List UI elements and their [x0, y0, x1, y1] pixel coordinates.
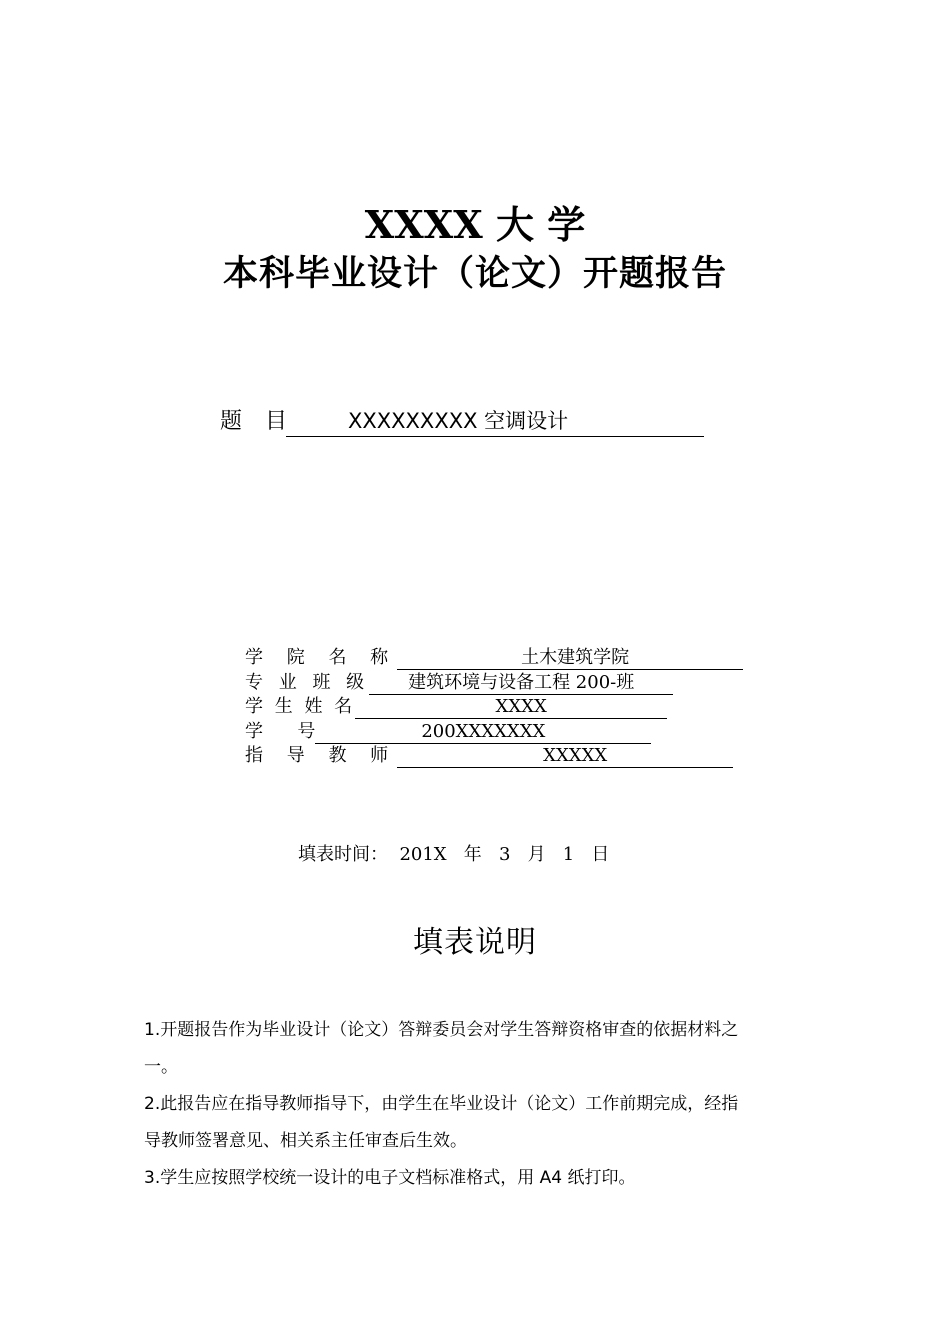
info-row-class: [245, 671, 743, 696]
fill-time-row: [298, 842, 609, 868]
student-info-block: [245, 646, 743, 769]
fill-time-label: 填表时间：: [298, 844, 388, 865]
class-value: 建筑环境与设备工程 200-班: [369, 672, 673, 695]
topic-value: XXXXXXXXX 空调设计: [286, 406, 704, 437]
topic-row: [220, 406, 704, 438]
university-title: XXXX 大 学: [364, 202, 586, 247]
instructions-body: [144, 1012, 824, 1197]
name-value: XXXX: [355, 696, 667, 719]
instruction-2-line-2: 导教师签署意见、相关系主任审查后生效。: [144, 1131, 467, 1151]
info-row-college: [245, 646, 743, 671]
info-row-name: [245, 695, 743, 720]
college-label: 学 院 名 称: [245, 647, 398, 668]
fill-time-month: 3: [498, 844, 511, 865]
instruction-3: 3.学生应按照学校统一设计的电子文档标准格式，用 A4 纸打印。: [144, 1168, 636, 1188]
instruction-1-line-2: 一。: [144, 1057, 178, 1077]
id-label: 学 号: [245, 720, 316, 742]
advisor-value: XXXXX: [397, 745, 733, 768]
topic-label: 题 目: [220, 409, 295, 434]
class-label: 专 业 班 级: [245, 671, 370, 693]
fill-time-day: 1: [562, 844, 575, 865]
fill-time-day-unit: 日: [591, 844, 610, 865]
report-title: 本科毕业设计（论文）开题报告: [222, 254, 727, 294]
id-value: 200XXXXXXX: [315, 721, 651, 744]
instruction-1-line-1: 1.开题报告作为毕业设计（论文）答辩委员会对学生答辩资格审查的依据材料之: [144, 1020, 739, 1040]
fill-time-month-unit: 月: [527, 844, 546, 865]
instructions-title: 填表说明: [413, 925, 537, 960]
info-row-advisor: [245, 744, 743, 769]
fill-time-year: 201X: [399, 844, 447, 865]
fill-time-year-unit: 年: [463, 844, 482, 865]
instruction-2-line-1: 2.此报告应在指导教师指导下，由学生在毕业设计（论文）工作前期完成，经指: [144, 1094, 739, 1114]
college-value: 土木建筑学院: [397, 647, 743, 670]
advisor-label: 指 导 教 师: [245, 745, 398, 766]
name-label: 学 生 姓 名: [245, 696, 356, 717]
info-row-id: [245, 720, 743, 745]
